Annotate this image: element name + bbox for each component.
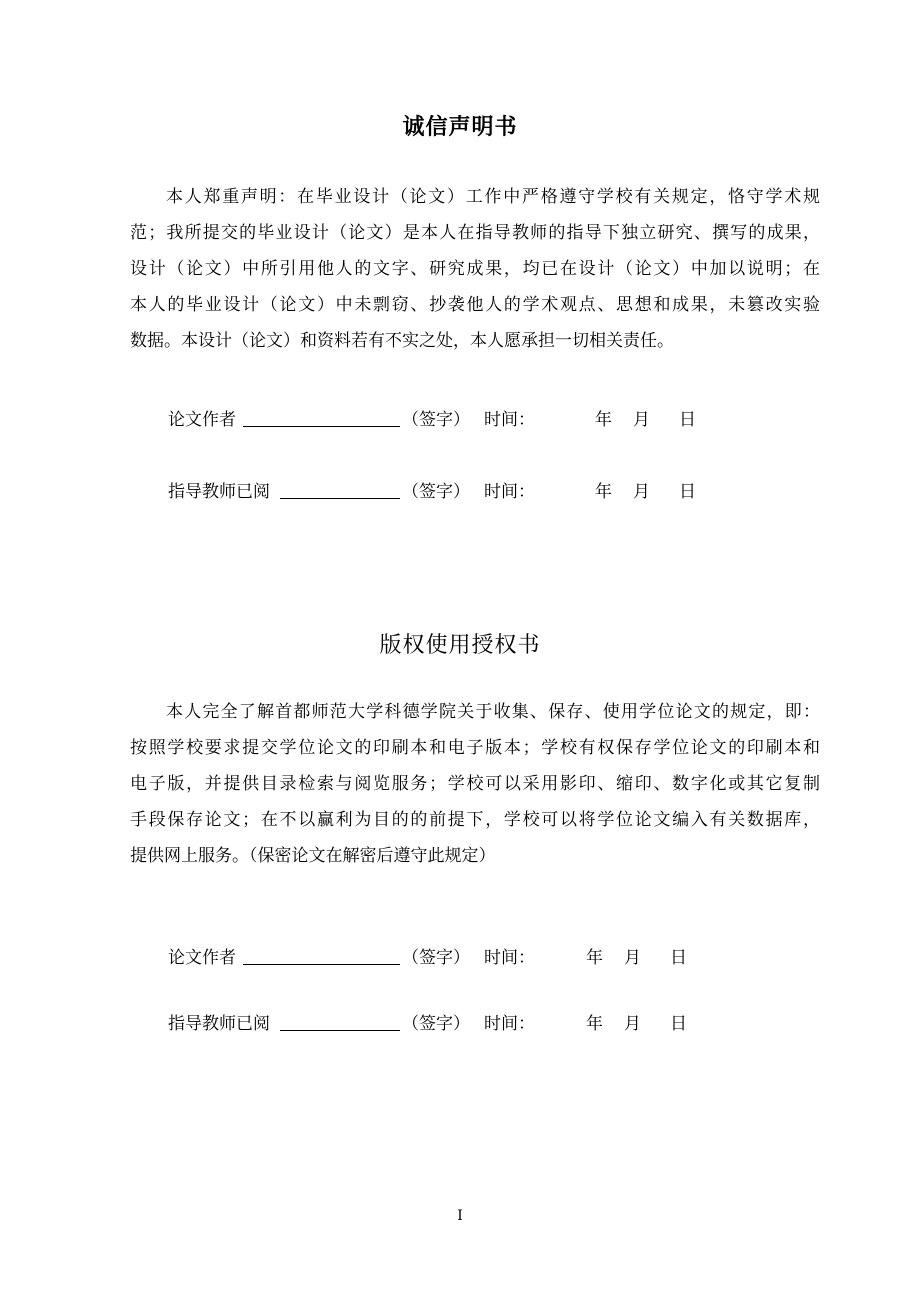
month-label: 月: [633, 482, 650, 502]
day-label: 日: [670, 1014, 687, 1034]
sign-note: （签字）: [402, 1014, 470, 1034]
time-label: 时间：: [484, 482, 535, 502]
day-label: 日: [679, 482, 696, 502]
time-label: 时间：: [484, 1014, 535, 1034]
integrity-line: 数据。本设计（论文）和资料若有不实之处，本人愿承担一切相关责任。: [130, 331, 674, 351]
signature-label: 指导教师已阅: [168, 482, 270, 502]
signature-label: 论文作者: [168, 410, 236, 430]
signature-blank-line[interactable]: [280, 1012, 400, 1031]
signature-blank-line[interactable]: [243, 946, 400, 965]
integrity-title: 诚信声明书: [402, 115, 518, 140]
year-label: 年: [595, 410, 612, 430]
copyright-line: 提供网上服务。（保密论文在解密后遵守此规定）: [130, 846, 496, 866]
integrity-line: 设计（论文）中所引用他人的文字、研究成果，均已在设计（论文）中加以说明；在: [130, 259, 820, 279]
sign-note: （签字）: [402, 410, 470, 430]
sign-note: （签字）: [402, 948, 470, 968]
copyright-line: 手段保存论文；在不以赢利为目的的前提下，学校可以将学位论文编入有关数据库，: [130, 810, 820, 830]
integrity-line: 本人郑重声明：在毕业设计（论文）工作中严格遵守学校有关规定，恪守学术规: [166, 187, 820, 207]
year-label: 年: [586, 948, 603, 968]
day-label: 日: [679, 410, 696, 430]
signature-label: 论文作者: [168, 948, 236, 968]
time-label: 时间：: [484, 410, 535, 430]
year-label: 年: [586, 1014, 603, 1034]
month-label: 月: [624, 1014, 641, 1034]
signature-blank-line[interactable]: [280, 480, 400, 499]
signature-label: 指导教师已阅: [168, 1014, 270, 1034]
copyright-line: 电子版，并提供目录检索与阅览服务；学校可以采用影印、缩印、数字化或其它复制: [130, 774, 820, 794]
month-label: 月: [624, 948, 641, 968]
copyright-line: 本人完全了解首都师范大学科德学院关于收集、保存、使用学位论文的规定，即：: [166, 702, 820, 722]
integrity-paragraph: [130, 179, 820, 359]
month-label: 月: [633, 410, 650, 430]
day-label: 日: [670, 948, 687, 968]
copyright-title: 版权使用授权书: [379, 633, 541, 658]
copyright-paragraph: [130, 694, 820, 874]
year-label: 年: [595, 482, 612, 502]
integrity-line: 本人的毕业设计（论文）中未剽窃、抄袭他人的学术观点、思想和成果，未篡改实验: [130, 295, 820, 315]
integrity-line: 范；我所提交的毕业设计（论文）是本人在指导教师的指导下独立研究、撰写的成果，: [130, 223, 820, 243]
time-label: 时间：: [484, 948, 535, 968]
sign-note: （签字）: [402, 482, 470, 502]
copyright-line: 按照学校要求提交学位论文的印刷本和电子版本；学校有权保存学位论文的印刷本和: [130, 738, 820, 758]
signature-blank-line[interactable]: [243, 408, 400, 427]
page-number: I: [457, 1208, 463, 1224]
